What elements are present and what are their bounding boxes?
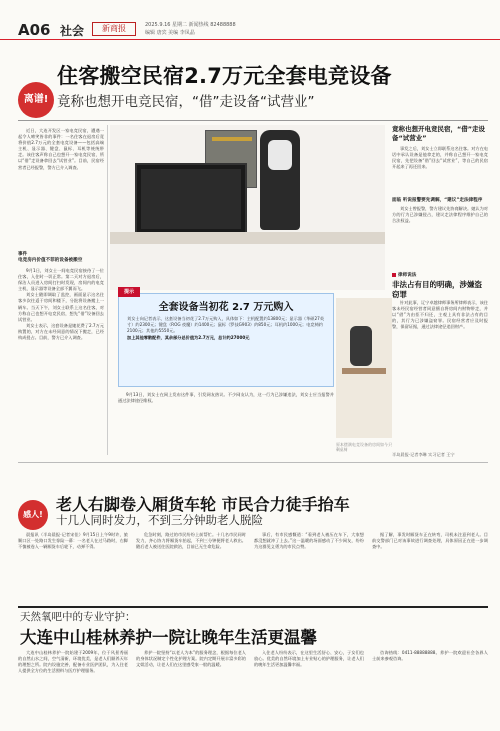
masthead-info xyxy=(145,21,236,37)
editors: 编辑 唐宾 美编 李凤晶 xyxy=(145,30,195,36)
story2-headline: 老人右脚卷入厢货车轮 市民合力徒手抬车 xyxy=(56,495,350,514)
section-name: 社会 xyxy=(60,24,85,38)
story2-col4 xyxy=(372,532,488,602)
story3-col2 xyxy=(136,650,246,728)
info-box-sum: 加上其他零散配件，其余部分总价值为2.7万元，总计约27000元 xyxy=(127,334,250,340)
story3-prehead: 天然氧吧中的专业守护： xyxy=(20,611,136,623)
story2-col2 xyxy=(136,532,246,602)
story2-body-d: 据了解，事发时厢货车正在转弯，司机未注意到老人。目前交警部门已对该事故进行调查处理，具体原因正在进一步调查中。 xyxy=(372,532,488,550)
story1-right-body-a-wrap xyxy=(392,146,488,194)
story1-body-b: 刘女士随即调取了监控，画面显示这名住客多次往返于房间和楼下，分批将设备搬上一辆车。当天下午，刘女士联系上这名住客，对方称自己也想开电竞民宿，想先“借”设备回去试营业。 xyxy=(18,292,104,322)
square-bullet-icon xyxy=(392,273,396,277)
story3-body-d: 咨询热线：0411-88888888。养护一院欢迎社会各界人士前来参观咨询。 xyxy=(372,650,488,662)
law-title: 非法占有目的明确，涉嫌盗窃罪 xyxy=(392,280,482,299)
story1-photo2 xyxy=(336,298,392,438)
story3-col4 xyxy=(372,650,488,728)
story1-intro-text: 近日，大连开发区一家电竞民宿，遭遇一起令人啼笑皆非的事件：一名住客在退房后竟将价值2.7万元的全套电竞设备——包括高端主机、显示器、键盘、鼠标、耳机等统统带走。该住客声称自己也想开一家电竞民宿，所以“借”走设备拿回去“试营业”。目前，民宿经营者已经报警，警方已介入调查。 xyxy=(18,128,104,170)
photo2-caption: 原本摆满电竞设备的房间如今只剩桌椅 xyxy=(336,442,392,453)
desk-image xyxy=(110,232,385,244)
story1-right-body-b: 刘女士曾报警，警方建议先协商解决。她认为对方的行为已涉嫌侵占，建议走法律程序维护自己的合法权益。 xyxy=(392,206,488,224)
info-box xyxy=(118,293,334,387)
law-body-wrap xyxy=(392,300,488,450)
monitor-image xyxy=(135,163,247,235)
story3-band xyxy=(18,606,488,608)
law-section xyxy=(392,272,488,300)
story1-headline: 住客搬空民宿2.7万元全套电竞设备 xyxy=(57,64,392,88)
column-rule xyxy=(107,125,108,455)
story2-col1 xyxy=(18,532,128,602)
info-box-list: 刘女士向记者表示，这套设备当初花了2.7万元购入，具体如下：主机配置约13800元；显示器（华硕27英寸）约2300元；键盘（ROG 夜魔）约1400元；鼠标（罗技G903）约850元；耳机约1000元；电竞椅约2100元；其他约5550元。 xyxy=(127,316,325,334)
story1-body-a: 9月1日，刘女士一间电竞民宿接待了一位住客，入住时一切正常。第二天对方退房后，保洁人员进入房间打扫时发现，房间内的电竞主机、显示器等设备全部不翼而飞。 xyxy=(18,268,104,292)
story1-right-head xyxy=(392,125,488,143)
story1-subheadline: 竟称也想开电竞民宿，“借”走设备“试营业” xyxy=(57,94,315,110)
story2-body-a: 晨报讯（半岛晨报·记者宋佳）9月15日上午9时许，旅顺口区一处路口发生惊险一幕：一名老人在过马路时，右脚不慎被卷入一辆厢货车后轮下，动弹不得。 xyxy=(18,532,128,550)
masthead xyxy=(0,0,500,40)
story2-tag: 感人! xyxy=(18,500,48,530)
empty-desk-image xyxy=(342,368,386,374)
story1-body-d-wrap xyxy=(118,392,334,456)
story1-body-d: 9月13日，刘女士在网上发布这件事，引发网友热议。不少网友认为，这一行为已涉嫌违法，刘女士应当报警并通过法律途径维权。 xyxy=(118,392,334,404)
story1-tag: 离谱! xyxy=(18,82,54,118)
story1-right-body-a: 事发之后，刘女士立即联系这名住客。对方在电话中承认设备是他拿走的，并称自己想开一家电竞民宿，先把设备“借”回去“试营业”，等自己的民宿开起来了再还回来。 xyxy=(392,146,488,170)
story1-right-head-text: 竟称也想开电竞民宿，“借”走设备“试营业” xyxy=(392,125,486,142)
info-box-tag: 提示 xyxy=(118,287,140,297)
story2-body-c: 事后，有市民感慨道：“看到老人被压在车下，大家想都没想就冲了上去。”这一温暖的场面感动了不少网友，纷纷为这群见义勇为的市民点赞。 xyxy=(254,532,364,550)
law-head xyxy=(392,272,488,278)
monitor-screen xyxy=(141,169,241,229)
empty-chair-image xyxy=(350,326,372,366)
story1-photo xyxy=(110,125,385,290)
subhead-event-title: 电竞房内价值不菲的设备被搬空 xyxy=(18,258,83,264)
story3-body-b: 养护一院坚持“以老人为本”的服务理念，根据每位老人的身体状况制定个性化护理方案。院内定期开展丰富多彩的文娱活动，让老人们在这里感受家一般的温暖。 xyxy=(136,650,246,668)
divider xyxy=(18,120,488,121)
info-box-title: 全套设备当初花 2.7 万元购入 xyxy=(158,302,294,313)
story2-subheadline: 十几人同时发力，不到三分钟助老人脱险 xyxy=(56,513,263,527)
story2-col3 xyxy=(254,532,364,602)
law-body: 针对此事，辽宁卓越律师事务所律师表示，该住客未经民宿经营者同意擅自将房间内财物带走，并以“借”为由拒不归还，主观上具有非法占有的目的，其行为已涉嫌盗窃罪。民宿经营者应及时报警，保留证据，通过法律途径追回财产。 xyxy=(392,300,488,330)
chair-accent xyxy=(268,140,292,170)
subhead-event: 事件 xyxy=(18,252,28,257)
pc-light-icon xyxy=(212,137,252,141)
newspaper-logo: 新商报 xyxy=(92,22,136,36)
law-head-text: 律师说法 xyxy=(398,273,417,278)
story2-body-b: 危急时刻，路过的市民纷纷上前帮忙。十几名市民同时发力，齐心协力将厢货车抬起，不到三分钟便将老人救出。随后老人被送往医院救治，目前已无生命危险。 xyxy=(136,532,246,550)
story1-body-c: 刘女士表示，这套设备是她花费了2.7万元购置的，对方在未经同意的情况下搬走，已经构成侵占。目前，警方已介入调查。 xyxy=(18,322,104,341)
story3-col1 xyxy=(18,650,128,728)
gaming-chair-image xyxy=(260,130,300,230)
story3-headline: 大连中山桂林养护一院让晚年生活更温馨 xyxy=(20,628,317,647)
story1-right-subhead: 面临 听说报警要先调解，“建议”走法律程序 xyxy=(392,198,483,203)
story3-body-a: 大连中山桂林养护一院始建于2009年，位于风景秀丽的自然山水之间，空气清新，环境优美，是老人们颐养天年的理想之所。院内设施完善，配备专业医护团队，为入住老人提供全方位的生活照料与医疗护理服务。 xyxy=(18,650,128,674)
story3-body-c: 入住老人纷纷表示，在这里生活舒心、安心，子女们也放心。优美的自然环境加上专业贴心的护理服务，让老人们的晚年生活更加温馨幸福。 xyxy=(254,650,364,668)
story1-body-left xyxy=(18,268,104,452)
story3-col3 xyxy=(254,650,364,728)
law-byline: 半岛晨报·记者李琳 实习记者 王宁 xyxy=(392,452,455,457)
page-number: A06 xyxy=(18,21,51,39)
story1-intro xyxy=(18,128,104,216)
story1-right-body-b-wrap xyxy=(392,206,488,262)
section-divider xyxy=(18,462,488,463)
story1-event-subhead xyxy=(18,252,104,264)
issue-date: 2025.9.16 星期二 新闻热线 82488888 xyxy=(145,22,236,28)
